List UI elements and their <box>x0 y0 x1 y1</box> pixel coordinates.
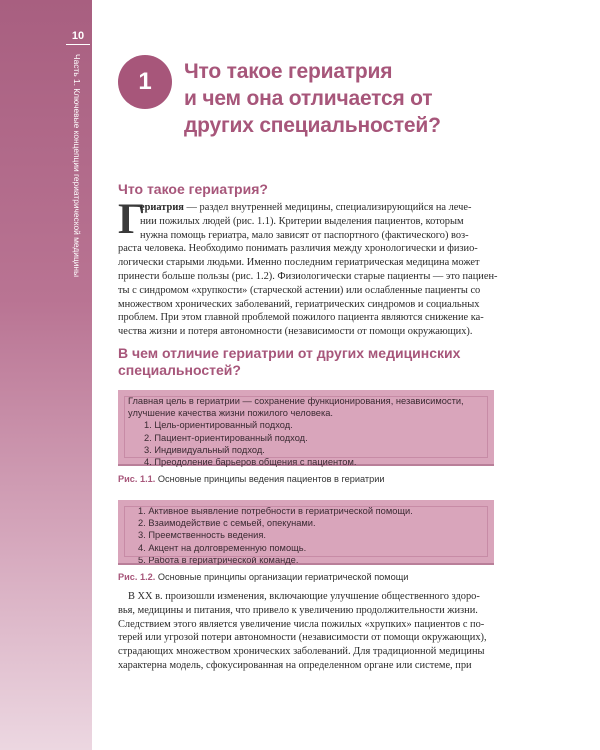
closing-paragraph <box>118 590 494 673</box>
drop-cap: Г <box>118 196 146 243</box>
figure-2-box <box>118 500 494 565</box>
page-number-rule <box>66 44 90 45</box>
figure-list-item: 2. Взаимодействие с семьей, опекунами. <box>138 518 316 529</box>
chapter-title-line: других специальностей? <box>184 114 441 137</box>
line-text: — раздел внутренней медицины, специализирующийся на лече- <box>183 202 472 213</box>
paragraph-line: логически старыми людьми. Именно последним гериатрическая медицина может <box>118 257 480 269</box>
figure-list-item: 1. Активное выявление потребности в гериатрической помощи. <box>138 506 413 516</box>
paragraph-line: характерна модель, сфокусированная на определенном органе или системе, при <box>118 659 472 671</box>
figure-list-item: 1. Цель-ориентированный подход. <box>144 420 293 431</box>
figure-lead-line: улучшение качества жизни пожилого человека. <box>128 408 333 419</box>
paragraph-line: проблем. При этом главной проблемой пожилого пациента являются снижение ка- <box>118 312 484 324</box>
sidebar-band <box>0 0 92 750</box>
section-heading-line: специальностей? <box>118 362 241 378</box>
section-heading-what-is: Что такое гериатрия? <box>118 181 268 197</box>
figure-list-item: 4. Акцент на долговременную помощь. <box>138 542 307 553</box>
caption-text: Основные принципы организации гериатрической помощи <box>155 572 409 582</box>
section-heading-line: В чем отличие гериатрии от других медицинских <box>118 345 461 361</box>
chapter-title-line: и чем она отличается от <box>184 87 433 110</box>
figure-list-item: 2. Пациент-ориентированный подход. <box>144 432 308 443</box>
figure-1-caption <box>118 474 384 484</box>
paragraph-line: чества жизни и потеря автономности (независимости от помощи окружающих). <box>118 326 473 338</box>
caption-label: Рис. 1.2. <box>118 572 156 582</box>
intro-paragraph <box>118 196 498 339</box>
figure-list-item: 3. Индивидуальный подход. <box>144 444 265 455</box>
page-number: 10 <box>71 30 85 42</box>
paragraph-line: раста человека. Необходимо понимать различия между хронологически и физио- <box>118 243 478 255</box>
paragraph-line: нужна помощь гериатра, мало зависят от паспортного (фактического) воз- <box>140 229 469 241</box>
figure-2-caption <box>118 572 408 582</box>
paragraph-line: множеством хронических заболеваний, гериатрических синдромов и социальных <box>118 298 480 310</box>
paragraph-line: нии пожилых людей (рис. 1.1). Критерии выделения пациентов, которым <box>140 215 464 227</box>
chapter-number-badge: 1 <box>118 55 172 109</box>
figure-list-item: 3. Преемственность ведения. <box>138 530 266 541</box>
paragraph-line: Следствием этого является увеличение числа пожилых «хрупких» пациентов с по- <box>118 618 485 630</box>
figure-1-box <box>118 390 494 466</box>
paragraph-line: В XX в. произошли изменения, включающие улучшение общественного здоро- <box>128 591 480 602</box>
caption-label: Рис. 1.1. <box>118 474 156 484</box>
section-heading-difference <box>118 345 460 379</box>
chapter-title-line: Что такое гериатрия <box>184 60 393 83</box>
paragraph-line: вья, медицины и питания, что привело к увеличению продолжительности жизни. <box>118 604 478 616</box>
chapter-title <box>184 58 514 139</box>
bold-term: ериатрия <box>140 202 184 213</box>
paragraph-line: страдающих множеством хронических заболеваний. Для традиционной медицины <box>118 646 485 658</box>
figure-list-item: 5. Работа в гериатрической команде. <box>138 554 299 565</box>
caption-text: Основные принципы ведения пациентов в гериатрии <box>155 474 385 484</box>
paragraph-line: терей или угрозой потери автономности (независимости от помощи окружающих), <box>118 632 487 644</box>
figure-list-item: 4. Преодоление барьеров общения с пациентом. <box>144 457 357 468</box>
paragraph-line: принести больше пользы (рис. 1.2). Физиологически старые пациенты — это пациен- <box>118 270 498 282</box>
paragraph-line: ты с синдромом «хрупкости» (старческой астении) или ослабленные пациенты со <box>118 284 481 296</box>
paragraph-line <box>118 201 494 215</box>
figure-lead-line: Главная цель в гериатрии — сохранение функционирования, независимости, <box>128 396 464 406</box>
running-head: Часть 1. Ключевые концепции гериатрической медицины <box>72 54 82 278</box>
